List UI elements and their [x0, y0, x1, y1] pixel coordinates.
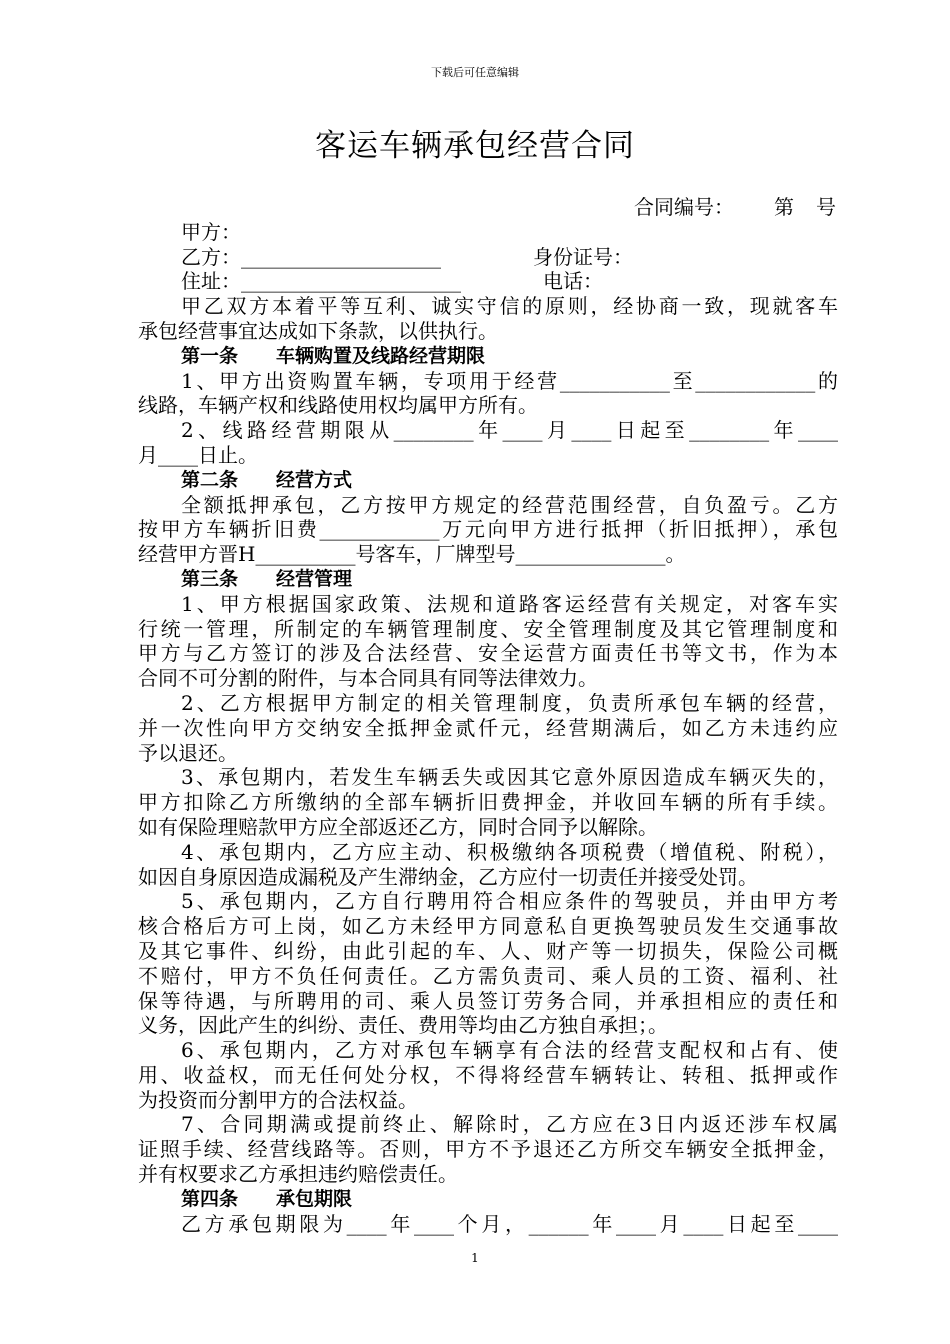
party-b-line: [138, 245, 838, 270]
paragraph-line: 1、甲方出资购置车辆，专项用于经营___________至____________的: [181, 368, 838, 393]
paragraph-line: 全额抵押承包，乙方按甲方规定的经营范围经营，自负盈亏。乙方: [181, 492, 838, 517]
article-heading-4: [138, 1187, 838, 1212]
paragraph-line: 月____日止。: [138, 442, 258, 467]
paragraph-line: 合同不可分割的附件，与本合同具有同等法律效力。: [138, 666, 598, 691]
address-field: 住址：______________________: [181, 269, 461, 294]
preamble-line: 甲乙双方本着平等互利、诚实守信的原则，经协商一致，现就客车: [181, 294, 838, 319]
paragraph-line: 6、承包期内，乙方对承包车辆享有合法的经营支配权和占有、使: [181, 1038, 838, 1063]
paragraph-line: 如因自身原因造成漏税及产生滞纳金，乙方应付一切责任并接受处罚。: [138, 864, 758, 889]
paragraph-line: 线路，车辆产权和线路使用权均属甲方所有。: [138, 393, 538, 418]
paragraph-line: 用、收益权，而无任何处分权，不得将经营车辆转让、转租、抵押或作: [138, 1062, 838, 1087]
party-a-field: 甲方：: [181, 219, 241, 244]
paragraph-line: 保等待遇，与所聘用的司、乘人员签订劳务合同，并承担相应的责任和: [138, 988, 838, 1013]
article-heading-1: [138, 344, 838, 369]
paragraph-line: 甲方与乙方签订的涉及合法经营、安全运营方面责任书等文书，作为本: [138, 641, 838, 666]
preamble-line: 承包经营事宜达成如下条款，以供执行。: [138, 318, 498, 343]
paragraph-line: 如有保险理赔款甲方应全部返还乙方，同时合同予以解除。: [138, 814, 658, 839]
article-number: 第四条: [181, 1187, 239, 1210]
paragraph-line: 2、乙方根据甲方制定的相关管理制度，负责所承包车辆的经营，: [181, 690, 838, 715]
id-number-field: 身份证号：: [533, 244, 633, 269]
paragraph-line: 1、甲方根据国家政策、法规和道路客运经营有关规定，对客车实: [181, 591, 838, 616]
paragraph-line: 不赔付，甲方不负任何责任。乙方需负责司、乘人员的工资、福利、社: [138, 963, 838, 988]
paragraph-line: 并有权要求乙方承担违约赔偿责任。: [138, 1162, 458, 1187]
article-title: 承包期限: [276, 1187, 353, 1210]
contract-number-hao: 号: [816, 195, 836, 219]
paragraph-line: 并一次性向甲方交纳安全抵押金贰仟元，经营期满后，如乙方未违约应: [138, 715, 838, 740]
paragraph-line: 2、线路经营期限从________年____月____日起至________年____: [181, 418, 838, 443]
paragraph-line: 及其它事件、纠纷，由此引起的车、人、财产等一切损失，保险公司概: [138, 938, 838, 963]
paragraph-line: 核合格后方可上岗，如乙方未经甲方同意私自更换驾驶员发生交通事故: [138, 914, 838, 939]
article-title: 经营管理: [276, 567, 353, 590]
paragraph-line: 7、合同期满或提前终止、解除时，乙方应在3日内返还涉车权属: [181, 1112, 838, 1137]
article-title: 经营方式: [276, 468, 353, 491]
paragraph-line: 乙方承包期限为____年____个月，______年____月____日起至____: [181, 1211, 838, 1236]
contract-body: [138, 195, 838, 1236]
party-b-field: 乙方：____________________: [181, 244, 441, 269]
phone-field: 电话：: [543, 269, 603, 294]
article-number: 第三条: [181, 567, 239, 590]
paragraph-line: 按甲方车辆折旧费____________万元向甲方进行抵押（折旧抵押），承包: [138, 517, 838, 542]
article-title: 车辆购置及线路经营期限: [276, 344, 486, 367]
contract-number-line: [138, 195, 838, 220]
paragraph-line: 甲方扣除乙方所缴纳的全部车辆折旧费押金，并收回车辆的所有手续。: [138, 790, 838, 815]
paragraph-line: 为投资而分割甲方的合法权益。: [138, 1087, 418, 1112]
paragraph-line: 证照手续、经营线路等。否则，甲方不予退还乙方所交车辆安全抵押金，: [138, 1137, 838, 1162]
article-number: 第二条: [181, 468, 239, 491]
header-note: 下载后可任意编辑: [431, 66, 519, 79]
paragraph-line: 5、承包期内，乙方自行聘用符合相应条件的驾驶员，并由甲方考: [181, 889, 838, 914]
address-line: [138, 269, 838, 294]
paragraph-line: 行统一管理，所制定的车辆管理制度、安全管理制度及其它管理制度和: [138, 616, 838, 641]
document-title: 客运车辆承包经营合同: [315, 128, 635, 164]
paragraph-line: 经营甲方晋H__________号客车，厂牌型号_______________。: [138, 542, 686, 567]
paragraph-line: 4、承包期内，乙方应主动、积极缴纳各项税费（增值税、附税），: [181, 839, 838, 864]
paragraph-line: 予以退还。: [138, 740, 238, 765]
article-heading-3: [138, 567, 838, 592]
paragraph-line: 义务，因此产生的纠纷、责任、费用等均由乙方独自承担；。: [138, 1013, 668, 1038]
article-heading-2: [138, 468, 838, 493]
contract-number-di: 第: [774, 195, 794, 219]
contract-number-label: 合同编号：: [634, 195, 734, 219]
paragraph-line: 3、承包期内，若发生车辆丢失或因其它意外原因造成车辆灭失的，: [181, 765, 838, 790]
article-number: 第一条: [181, 344, 239, 367]
page-number: 1: [471, 1251, 479, 1265]
